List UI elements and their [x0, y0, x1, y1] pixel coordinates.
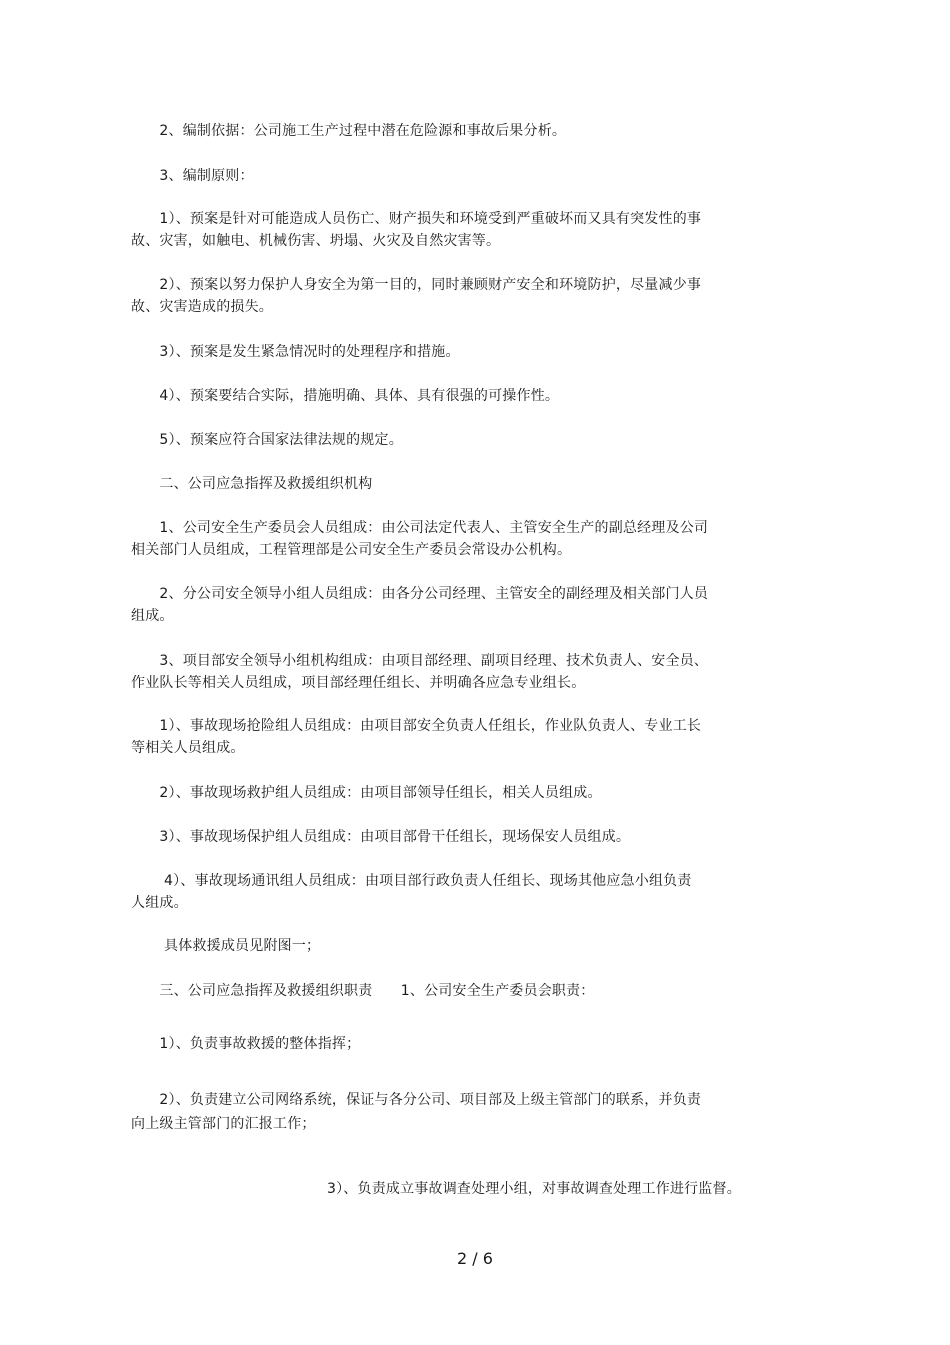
- paragraph-principle-3: [131, 341, 743, 363]
- text-line: 组成。: [131, 608, 174, 624]
- section-heading-duties: [131, 980, 743, 1002]
- text-line: 1）、负责事故救援的整体指挥；: [131, 1036, 361, 1052]
- text-line: 3、项目部安全领导小组机构组成：由项目部经理、副项目经理、技术负责人、安全员、: [131, 653, 709, 669]
- text-line: 5）、预案应符合国家法律法规的规定。: [131, 432, 403, 448]
- paragraph-principle-5: [131, 429, 743, 451]
- paragraph-principle-4: [131, 385, 743, 407]
- text-line: 2、分公司安全领导小组人员组成：由各分公司经理、主管安全的副经理及相关部门人员: [131, 586, 709, 602]
- text-line: 4）、事故现场通讯组人员组成：由项目部行政负责人任组长、现场其他应急小组负责: [131, 873, 692, 889]
- text-line: 具体救援成员见附图一；: [131, 938, 321, 954]
- text-line: 二、公司应急指挥及救援组织机构: [131, 476, 373, 492]
- paragraph-org-3: [131, 650, 743, 694]
- text-line: 三、公司应急指挥及救援组织职责 1、公司安全生产委员会职责：: [131, 983, 595, 999]
- paragraph-rescue-group: [131, 715, 743, 759]
- text-line: 人组成。: [131, 895, 188, 911]
- paragraph-org-1: [131, 517, 743, 561]
- text-line: 故、灾害造成的损失。: [131, 299, 273, 315]
- paragraph-duty-1: [131, 1033, 743, 1055]
- text-line: 相关部门人员组成，工程管理部是公司安全生产委员会常设办公机构。: [131, 542, 572, 558]
- paragraph-communication-group: [131, 870, 743, 914]
- text-line: 2）、事故现场救护组人员组成：由项目部领导任组长，相关人员组成。: [131, 785, 602, 801]
- text-line: 向上级主管部门的汇报工作；: [131, 1116, 316, 1132]
- text-line: 等相关人员组成。: [131, 740, 245, 756]
- paragraph-duty-3: [327, 1178, 767, 1200]
- text-line: 1）、预案是针对可能造成人员伤亡、财产损失和环境受到严重破坏而又具有突发性的事: [131, 211, 702, 227]
- text-line: 2、编制依据：公司施工生产过程中潜在危险源和事故后果分析。: [131, 123, 567, 139]
- paragraph-org-2: [131, 583, 743, 627]
- paragraph-members-ref: [131, 935, 743, 957]
- text-line: 1、公司安全生产委员会人员组成：由公司法定代表人、主管安全生产的副总经理及公司: [131, 520, 709, 536]
- paragraph-principle-2: [131, 274, 743, 318]
- text-line: 1）、事故现场抢险组人员组成：由项目部安全负责人任组长，作业队负责人、专业工长: [131, 718, 702, 734]
- text-line: 3、编制原则：: [131, 168, 254, 184]
- paragraph-principle-1: [131, 208, 743, 252]
- section-heading-organization: [131, 473, 743, 495]
- text-line: 故、灾害，如触电、机械伤害、坍塌、火灾及自然灾害等。: [131, 233, 501, 249]
- paragraph-principles-heading: [131, 165, 743, 187]
- text-line: 2）、负责建立公司网络系统，保证与各分公司、项目部及上级主管部门的联系，并负责: [131, 1092, 702, 1108]
- paragraph-medical-group: [131, 782, 743, 804]
- page-number: 2 / 6: [457, 1249, 493, 1268]
- text-line: 作业队长等相关人员组成，项目部经理任组长、并明确各应急专业组长。: [131, 675, 586, 691]
- text-line: 3）、负责成立事故调查处理小组，对事故调查处理工作进行监督。: [327, 1181, 741, 1197]
- text-line: 2）、预案以努力保护人身安全为第一目的，同时兼顾财产安全和环境防护，尽量减少事: [131, 277, 702, 293]
- paragraph-protection-group: [131, 826, 743, 848]
- paragraph-duty-2: [131, 1089, 743, 1135]
- text-line: 3）、事故现场保护组人员组成：由项目部骨干任组长，现场保安人员组成。: [131, 829, 631, 845]
- text-line: 3）、预案是发生紧急情况时的处理程序和措施。: [131, 344, 460, 360]
- paragraph-basis: [131, 120, 743, 142]
- text-line: 4）、预案要结合实际，措施明确、具体、具有很强的可操作性。: [131, 388, 560, 404]
